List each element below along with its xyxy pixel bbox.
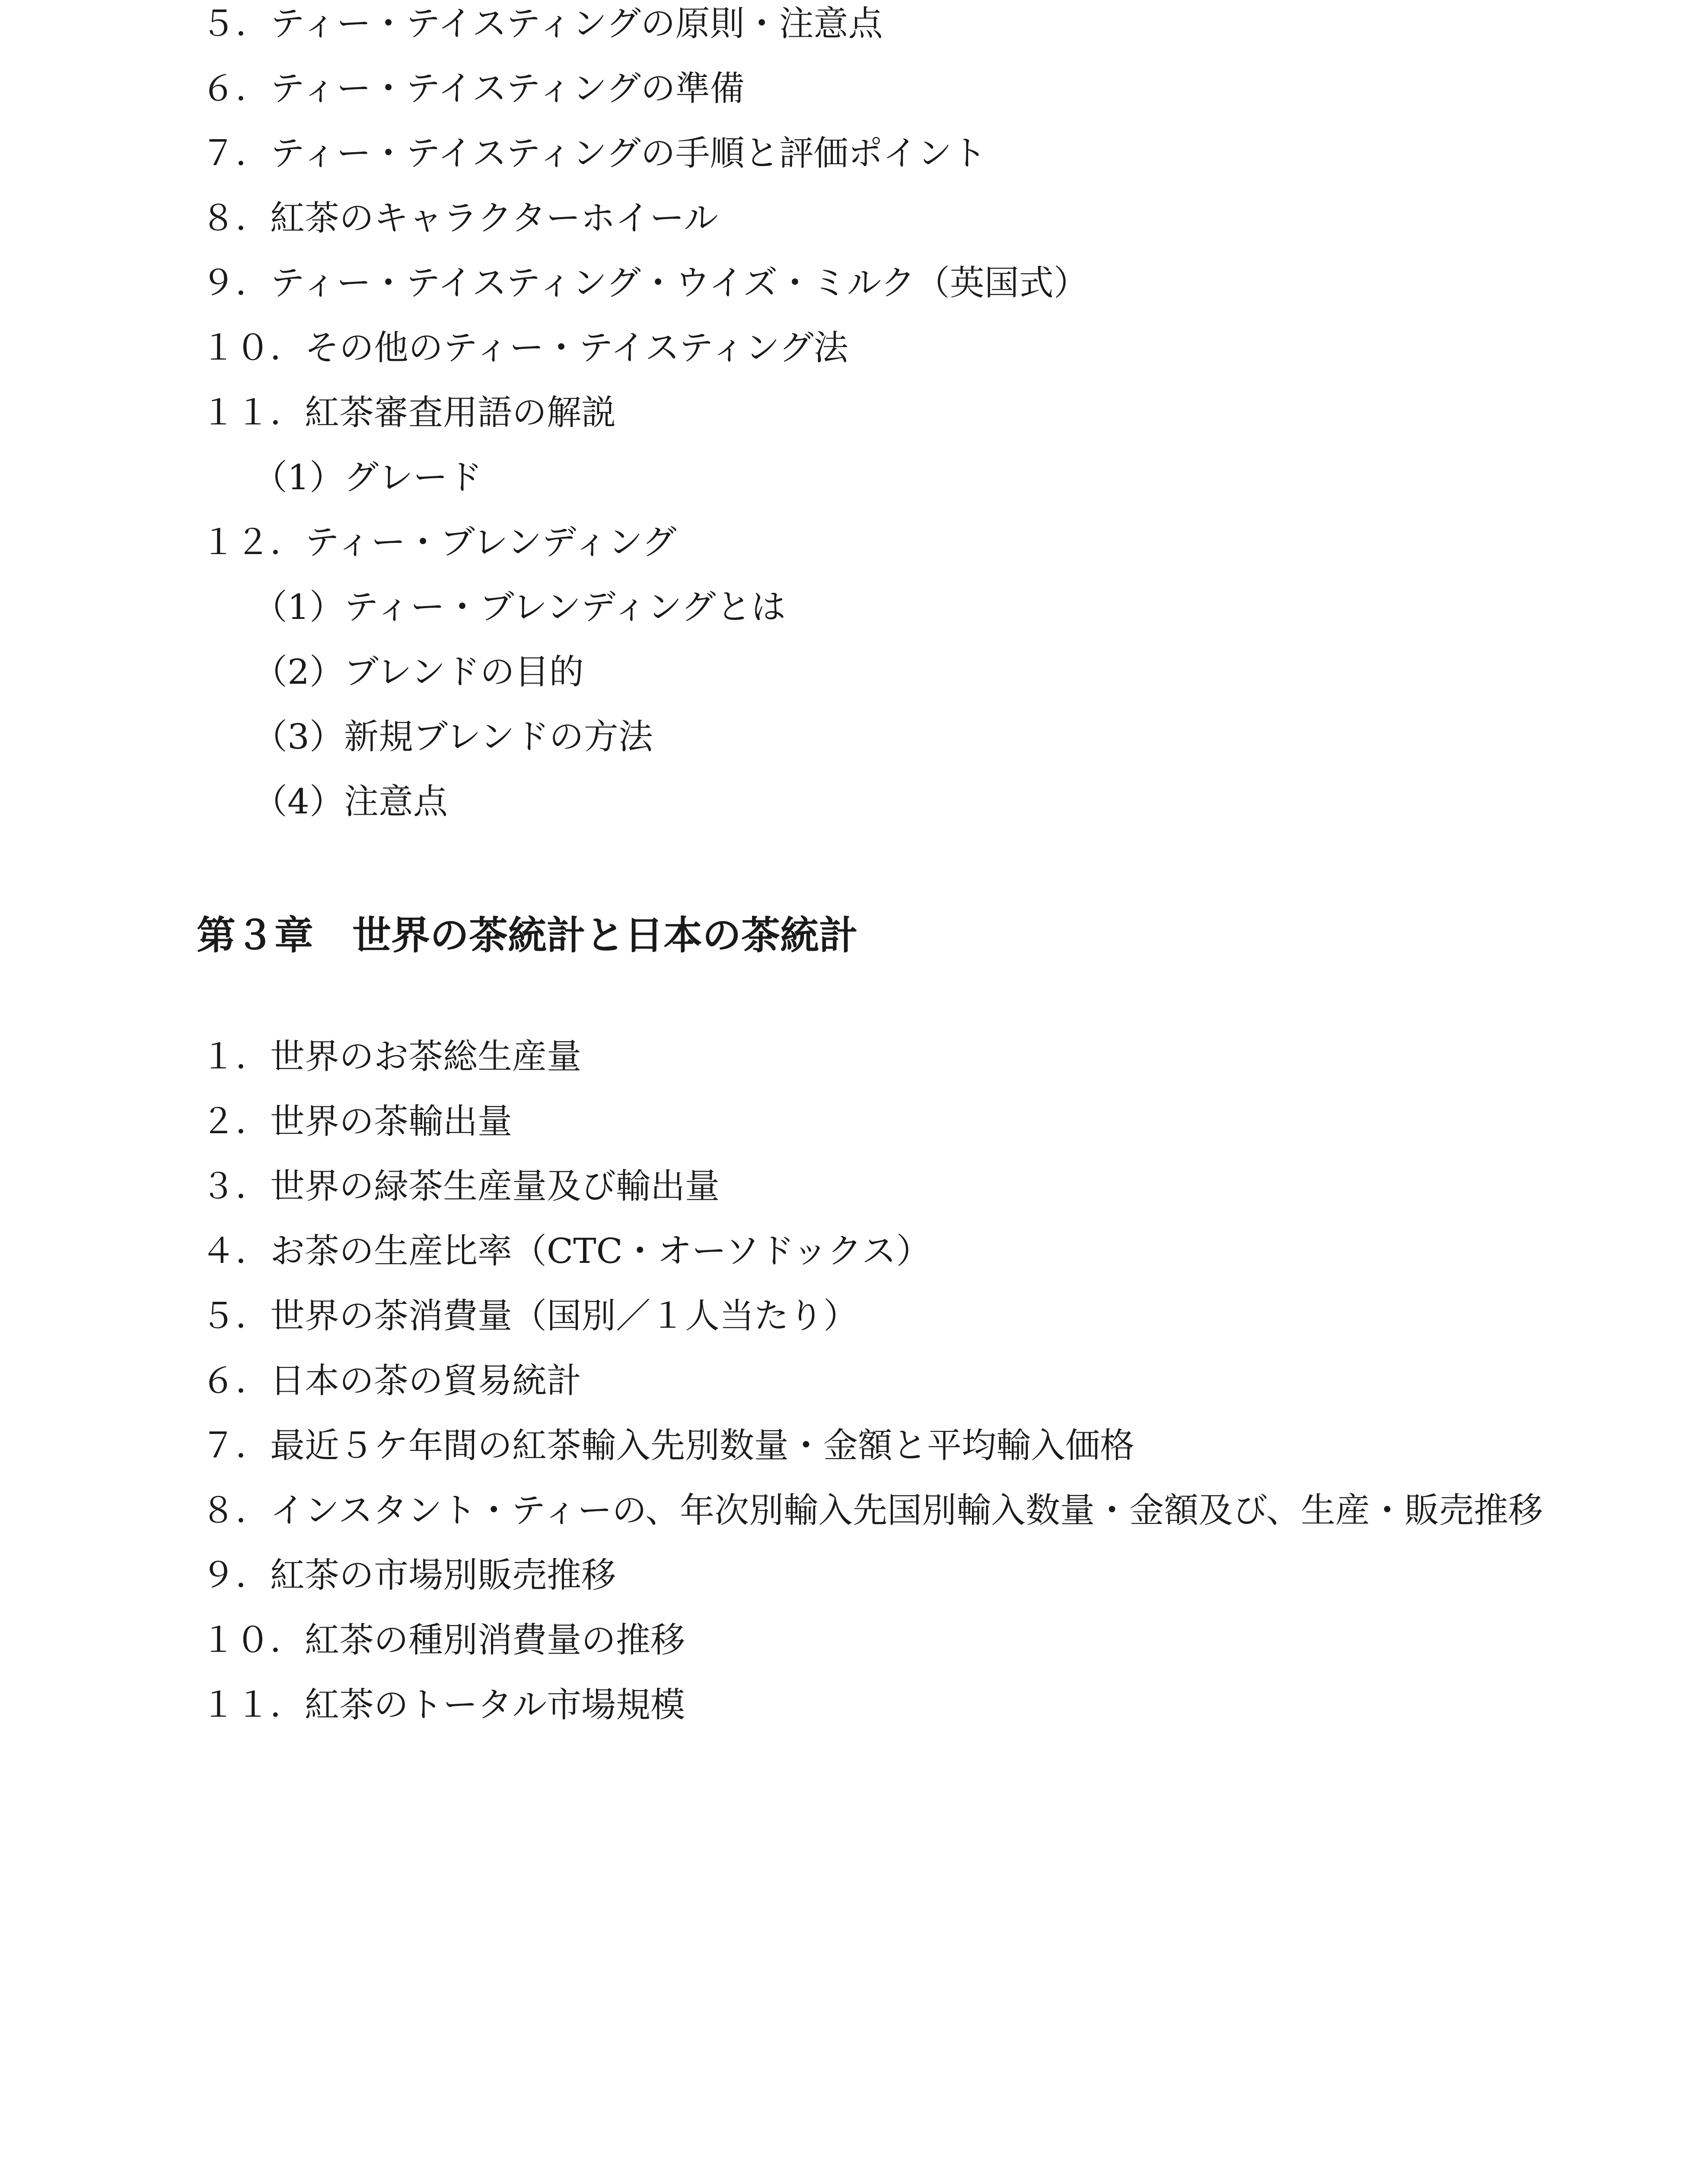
toc-item-3-7: ７．最近５ケ年間の紅茶輸入先別数量・金額と平均輸入価格 — [201, 1425, 1134, 1466]
toc-subitem-2-12-3: （3）新規ブレンドの方法 — [253, 717, 653, 757]
toc-item-2-7: ７．ティー・テイスティングの手順と評価ポイント — [201, 133, 987, 173]
toc-item-2-8: ８．紅茶のキャラクターホイール — [201, 198, 718, 238]
toc-item-3-8: ８．インスタント・ティーの、年次別輸入先国別輸入数量・金額及び、生産・販売推移 — [201, 1490, 1543, 1530]
toc-subitem-2-12-4: （4）注意点 — [253, 781, 448, 822]
toc-item-3-6: ６．日本の茶の貿易統計 — [201, 1361, 581, 1401]
toc-item-3-11: １１．紅茶のトータル市場規模 — [201, 1685, 685, 1725]
toc-item-2-5: ５．ティー・テイスティングの原則・注意点 — [201, 3, 883, 44]
toc-subitem-2-12-2: （2）ブレンドの目的 — [253, 652, 584, 692]
toc-subitem-2-11-1: （1）グレード — [253, 457, 482, 497]
toc-item-3-9: ９．紅茶の市場別販売推移 — [201, 1555, 616, 1595]
toc-item-3-1: １．世界のお茶総生産量 — [201, 1036, 581, 1077]
toc-subitem-2-12-1: （1）ティー・ブレンディングとは — [253, 587, 786, 627]
toc-item-3-5: ５．世界の茶消費量（国別／１人当たり） — [201, 1296, 858, 1336]
toc-item-2-12: １２．ティー・ブレンディング — [201, 522, 677, 562]
chapter-3-heading: 第３章 世界の茶統計と日本の茶統計 — [197, 913, 858, 958]
toc-item-2-11: １１．紅茶審査用語の解説 — [201, 392, 616, 433]
toc-item-2-9: ９．ティー・テイスティング・ウイズ・ミルク（英国式） — [201, 263, 1088, 303]
toc-item-3-10: １０．紅茶の種別消費量の推移 — [201, 1620, 685, 1660]
toc-item-3-2: ２．世界の茶輸出量 — [201, 1101, 512, 1141]
toc-item-2-6: ６．ティー・テイスティングの準備 — [201, 68, 745, 108]
toc-item-2-10: １０．その他のティー・テイスティング法 — [201, 328, 848, 368]
toc-item-3-3: ３．世界の緑茶生産量及び輸出量 — [201, 1166, 720, 1206]
toc-item-3-4: ４．お茶の生産比率（CTC・オーソドックス） — [201, 1231, 931, 1271]
